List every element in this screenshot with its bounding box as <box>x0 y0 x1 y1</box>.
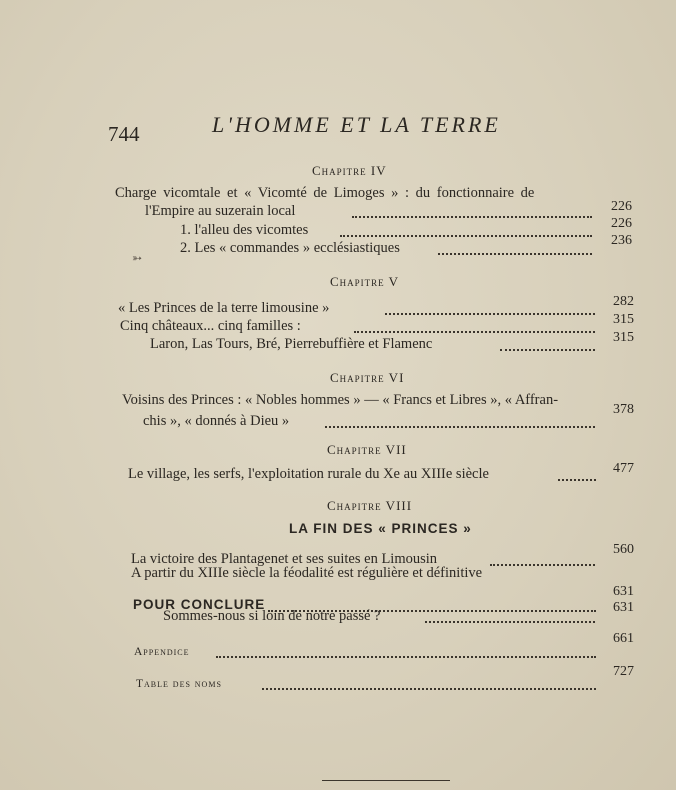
chapter-heading: Chapitre VIII <box>327 498 413 513</box>
toc-entry: Voisins des Princes : « Nobles hommes » — « Francs et Libres », « Affran- <box>122 392 559 408</box>
page-ref: 282 <box>613 294 634 309</box>
dot-leader <box>325 426 595 428</box>
dot-leader <box>340 235 592 237</box>
dot-leader <box>438 253 592 255</box>
page-ref: 226 <box>611 216 632 231</box>
page-ref: 236 <box>611 233 632 248</box>
toc-entry: Laron, Las Tours, Bré, Pierrebuffière et Flamenc <box>150 336 433 352</box>
appendix-entry: Appendice <box>134 646 190 658</box>
closing-rule <box>322 780 450 781</box>
toc-entry: La victoire des Plantagenet et ses suites en Limousin <box>131 551 438 567</box>
page-ref: 226 <box>611 199 632 214</box>
chapter-heading: Chapitre VI <box>330 370 405 385</box>
toc-entry: Sommes-nous si loin de notre passé ? <box>163 608 381 624</box>
toc-entry: l'Empire au suzerain local <box>145 203 296 219</box>
toc-entry: Cinq châteaux... cinq familles : <box>120 318 301 334</box>
page-ref: 315 <box>613 330 634 345</box>
dot-leader <box>385 313 595 315</box>
dot-leader <box>490 564 595 566</box>
dot-leader <box>216 656 596 658</box>
index-entry: Table des noms <box>136 678 222 690</box>
dot-leader <box>500 349 595 351</box>
page-ref: 477 <box>613 461 634 476</box>
toc-entry: 2. Les « commandes » ecclésiastiques <box>180 240 400 256</box>
dot-leader <box>354 331 595 333</box>
page-ref: 560 <box>613 542 634 557</box>
page-ref: 727 <box>613 664 634 679</box>
chapter-heading: Chapitre VII <box>327 442 407 457</box>
margin-arrow-mark: ➳ <box>132 251 143 265</box>
toc-entry: A partir du XIIIe siècle la féodalité est régulière et définitive <box>131 565 483 581</box>
running-title: L'HOMME ET LA TERRE <box>212 112 501 137</box>
dot-leader <box>425 621 595 623</box>
page-ref: 661 <box>613 631 634 646</box>
toc-entry: Charge vicomtale et « Vicomté de Limoges » : du fonctionnaire de <box>115 185 535 201</box>
page-ref: 631 <box>613 584 634 599</box>
page-ref: 631 <box>613 600 634 615</box>
conclusion-heading: POUR CONCLURE <box>133 597 266 612</box>
page-ref: 315 <box>613 312 634 327</box>
toc-entry: chis », « donnés à Dieu » <box>143 413 290 429</box>
toc-entry: 1. l'alleu des vicomtes <box>180 222 309 238</box>
dot-leader <box>262 688 596 690</box>
chapter-heading: Chapitre IV <box>312 163 387 178</box>
dot-leader <box>558 479 596 481</box>
dot-leader <box>352 216 592 218</box>
page-number: 744 <box>108 122 140 146</box>
page-ref: 378 <box>613 402 634 417</box>
toc-entry: « Les Princes de la terre limousine » <box>118 300 330 316</box>
chapter-subheading: LA FIN DES « PRINCES » <box>289 521 472 536</box>
chapter-heading: Chapitre V <box>330 274 400 289</box>
toc-entry: Le village, les serfs, l'exploitation rurale du Xe au XIIIe siècle <box>128 466 489 482</box>
